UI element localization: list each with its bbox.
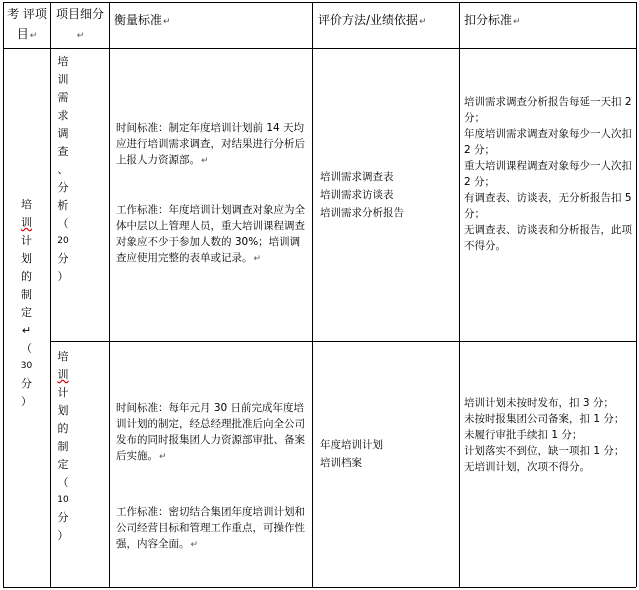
vertical-char: 划 [21, 252, 32, 265]
vertical-char: 析 [57, 199, 69, 212]
vertical-char: ↵ [21, 324, 32, 337]
standard-time-value: 时间标准：每年元月 30 日前完成年度培训计划的制定，经总经理批准后向全公司发布的同时报集团人力资源部审批、备案后实施。 [116, 402, 305, 462]
header-subitem: 项目细分↵ [55, 7, 104, 41]
deduction-item: 年度培训需求调查对象每少一人次扣 2 分； [464, 128, 632, 156]
method-item: 培训需求分析报告 [320, 207, 404, 219]
vertical-char: 计 [21, 234, 32, 247]
standard-work-text: 工作标准：密切结合集团年度培训计划和公司经营目标和管理工作重点，可操作性强，内容全面。↵ [116, 506, 305, 550]
method-list [320, 168, 456, 222]
vertical-char: 调 [57, 127, 69, 140]
vertical-char: （ [57, 476, 69, 489]
vertical-char: （ [21, 342, 32, 355]
vertical-char: 培 [57, 55, 69, 68]
vertical-char: 定 [57, 458, 69, 471]
standard-time-value: 时间标准：制定年度培训计划前 14 天均应进行培训需求调查，对结果进行分析后上报人力资源部。 [116, 122, 305, 166]
deduction-list [464, 94, 634, 254]
vertical-char: 分 [57, 252, 69, 265]
deduction-item: 无调查表、访谈表和分析报告，此项不得分。 [464, 224, 632, 252]
deduction-item: 重大培训课程调查对象每少一人次扣 2 分； [464, 160, 632, 188]
header-deduction: 扣分标准↵ [464, 13, 521, 27]
vertical-char: 制 [21, 288, 32, 301]
grid-line [312, 2, 313, 587]
vertical-char: ） [57, 529, 69, 542]
grid-line [3, 48, 636, 49]
vertical-char: 分 [57, 181, 69, 194]
grid-line [636, 2, 637, 587]
vertical-char: 30 [20, 361, 33, 371]
vertical-char: 计 [57, 386, 69, 399]
vertical-char: 查 [57, 145, 69, 158]
vertical-char: 培 [57, 350, 69, 363]
grid-line [50, 341, 636, 342]
grid-line [459, 2, 460, 587]
deduction-item: 有调查表、访谈表，无分析报告扣 5 分； [464, 192, 632, 220]
header-standard: 衡量标准↵ [114, 13, 171, 27]
deduction-list [464, 395, 634, 475]
method-item: 培训需求访谈表 [320, 189, 394, 201]
header-method-label: 评价方法/业绩依据 [318, 13, 419, 27]
vertical-char: 划 [57, 404, 69, 417]
deduction-item: 未履行审批手续扣 1 分； [464, 429, 583, 441]
header-item: 考 评项目↵ [7, 7, 47, 41]
method-item: 培训需求调查表 [320, 171, 394, 183]
deduction-item: 培训计划未按时发布，扣 3 分； [464, 397, 614, 409]
standard-work-value: 工作标准：密切结合集团年度培训计划和公司经营目标和管理工作重点，可操作性强，内容全面。 [116, 506, 305, 550]
subitem-vertical-label [51, 348, 75, 584]
vertical-char: 训 [57, 368, 69, 381]
deduction-item: 培训需求调查分析报告每延一天扣 2 分； [464, 96, 632, 124]
vertical-char: 制 [57, 440, 69, 453]
vertical-char: 培 [21, 198, 32, 211]
vertical-char: 、 [57, 163, 69, 176]
header-method: 评价方法/业绩依据↵ [318, 13, 427, 27]
vertical-char: 求 [57, 109, 69, 122]
method-list [320, 436, 456, 472]
standard-time-text: 时间标准：每年元月 30 日前完成年度培训计划的制定，经总经理批准后向全公司发布的同时报集团人力资源部审批、备案后实施。↵ [116, 402, 305, 462]
deduction-item: 无培训计划，次项不得分。 [464, 461, 590, 473]
vertical-char: 需 [57, 91, 69, 104]
header-deduction-label: 扣分标准 [464, 13, 513, 27]
standard-time-text: 时间标准：制定年度培训计划前 14 天均应进行培训需求调查，对结果进行分析后上报人力资源部。↵ [116, 122, 305, 166]
vertical-char: 10 [57, 495, 69, 505]
grid-line [3, 2, 636, 3]
vertical-char: 分 [57, 511, 69, 524]
deduction-item: 未按时报集团公司备案，扣 1 分； [464, 413, 625, 425]
item-vertical-label [4, 196, 49, 446]
standard-work-value: 工作标准：年度培训计划调查对象应为全体中层以上管理人员，重大培训课程调查对象应不少于参加人数的 30%；培训调查应使用完整的表单或记录。 [116, 204, 305, 264]
grid-line [3, 587, 636, 588]
header-subitem-label: 项目细分 [55, 7, 104, 21]
grid-line [109, 2, 110, 587]
vertical-char: （ [57, 217, 69, 230]
vertical-char: 训 [21, 216, 32, 229]
header-item-label: 考 评项目 [7, 7, 47, 41]
header-standard-label: 衡量标准 [114, 13, 163, 27]
vertical-char: 的 [57, 422, 69, 435]
vertical-char: 20 [57, 236, 69, 246]
standard-work-text: 工作标准：年度培训计划调查对象应为全体中层以上管理人员，重大培训课程调查对象应不少于参加人数的 30%；培训调查应使用完整的表单或记录。↵ [116, 204, 305, 264]
vertical-char: ） [57, 270, 69, 283]
vertical-char: 定 [21, 306, 32, 319]
vertical-char: 训 [57, 73, 69, 86]
vertical-char: 的 [21, 270, 32, 283]
subitem-vertical-label [51, 53, 75, 338]
vertical-char: ） [21, 395, 32, 408]
vertical-char: 分 [21, 377, 32, 390]
method-item: 年度培训计划 [320, 439, 383, 451]
method-item: 培训档案 [320, 457, 362, 469]
deduction-item: 计划落实不到位，缺一项扣 1 分； [464, 445, 625, 457]
